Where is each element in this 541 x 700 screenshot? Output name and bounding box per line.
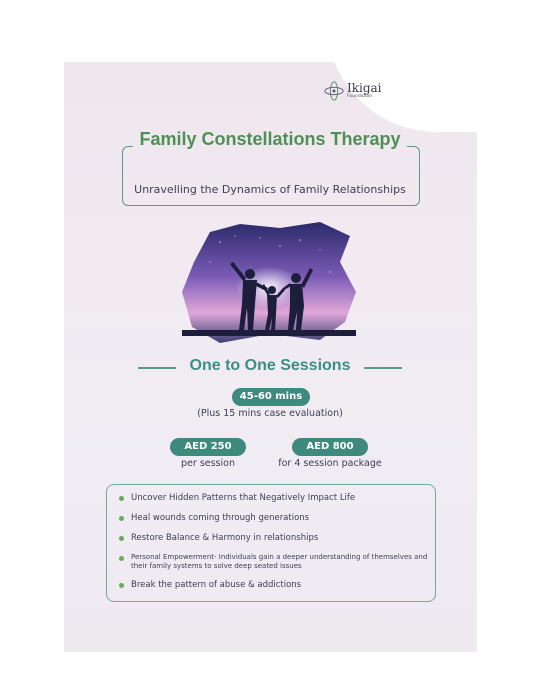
brand-name: Ikigai <box>347 81 382 96</box>
price-label-package: for 4 session package <box>278 458 382 469</box>
benefits-list <box>107 485 435 591</box>
benefit-item: Personal Empowerment- Individuals gain a deeper understanding of themselves and their family systems to solve deep seated issues <box>119 553 435 571</box>
sessions-heading: One to One Sessions <box>189 357 351 374</box>
brand-sub: Foundation <box>347 94 373 100</box>
title-frame <box>122 146 420 206</box>
brand-logo <box>323 80 382 102</box>
page-title-text: Family Constellations Therapy <box>133 128 406 150</box>
benefit-item: Break the pattern of abuse & addictions <box>119 580 435 591</box>
ikigai-logo-icon <box>323 80 345 102</box>
duration-note: (Plus 15 mins case evaluation) <box>197 408 343 419</box>
page-subtitle: Unravelling the Dynamics of Family Relationships <box>134 183 406 196</box>
sessions-line-left <box>138 367 176 369</box>
family-silhouette-image <box>180 222 358 344</box>
price-badge-single: AED 250 <box>170 438 246 456</box>
sessions-line-right <box>364 367 402 369</box>
price-badge-package: AED 800 <box>292 438 368 456</box>
benefit-item: Uncover Hidden Patterns that Negatively Impact Life <box>119 493 435 504</box>
price-label-single: per session <box>181 458 235 469</box>
benefit-item: Heal wounds coming through generations <box>119 513 435 524</box>
benefits-box <box>106 484 436 602</box>
benefit-item: Restore Balance & Harmony in relationships <box>119 533 435 544</box>
page-title <box>120 128 420 150</box>
duration-badge: 45-60 mins <box>232 388 310 406</box>
